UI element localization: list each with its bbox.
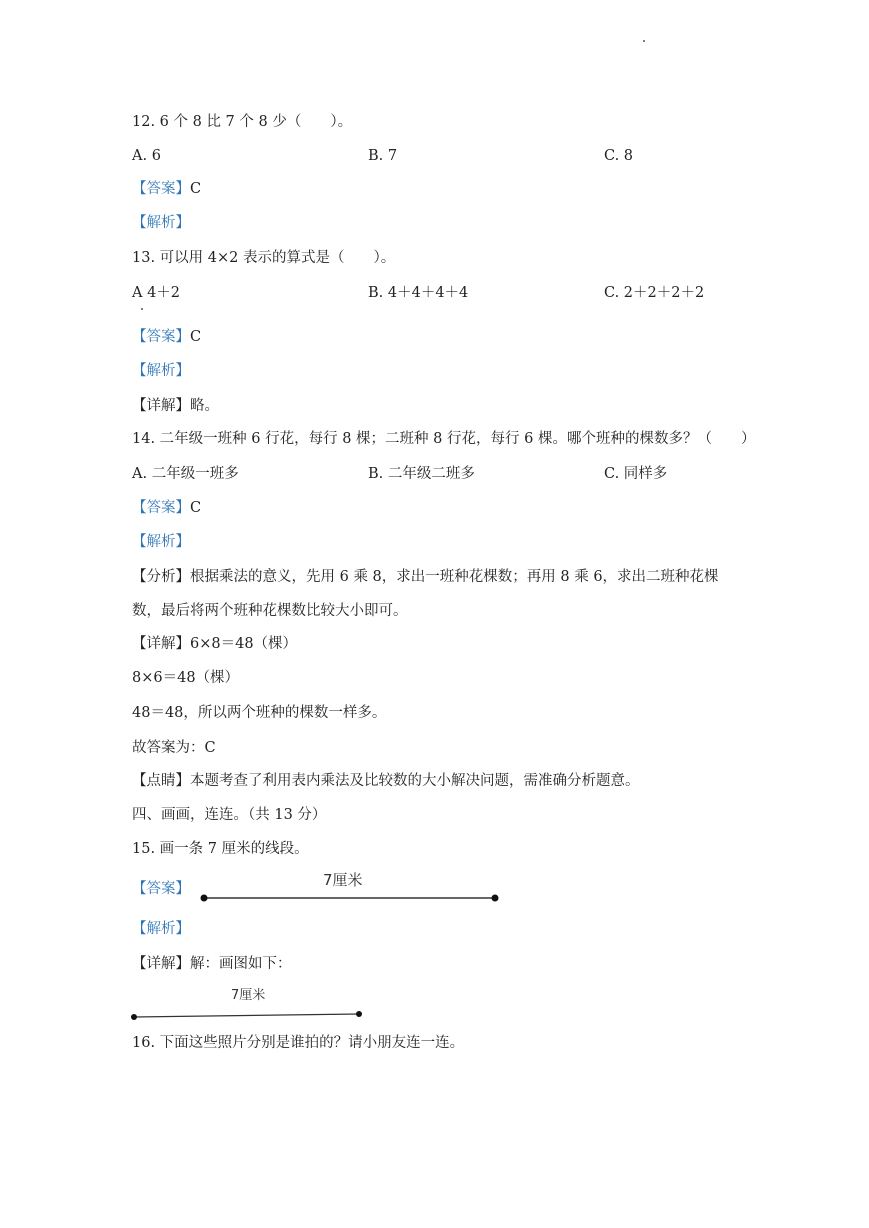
q14-fenxi-line2: 数，最后将两个班种花棵数比较大小即可。 [132,603,408,619]
answer-value: C [190,329,202,345]
fenxi-tag: 【分析】 [132,569,190,585]
q12-option-c: C. 8 [604,148,634,164]
detail-text: 6×8＝48（棵） [190,636,298,652]
q12-option-b: B. 7 [368,148,398,164]
q13-option-c: C. 2＋2＋2＋2 [604,285,705,301]
fenxi-text: 根据乘法的意义，先用 6 乘 8，求出一班种花棵数；再用 8 乘 6，求出二班种花棵 [190,569,719,585]
q15-detail [132,954,292,974]
q13-option-b: B. 4＋4＋4＋4 [368,285,469,301]
header-dot [643,40,645,42]
segment-endpoint-left [131,1014,137,1020]
q12-option-a: A. 6 [132,148,161,164]
stray-dot [141,308,143,310]
q13-detail [132,396,219,416]
q13-analysis-tag: 【解析】 [132,363,190,379]
detail-tag: 【详解】 [132,956,190,972]
q15-answer-tag: 【答案】 [132,881,190,897]
detail-tag: 【详解】 [132,636,190,652]
q14-detail-line1 [132,634,297,654]
q14-detail-line3: 48＝48，所以两个班种的棵数一样多。 [132,705,387,721]
detail-text: 略。 [190,398,219,414]
dianjing-tag: 【点睛】 [132,773,190,789]
q12-analysis-tag: 【解析】 [132,215,190,231]
detail-tag: 【详解】 [132,398,190,414]
q13-answer [132,327,201,347]
q14-option-b: B. 二年级二班多 [368,466,475,482]
q15-analysis-tag: 【解析】 [132,921,190,937]
q14-fenxi-line1 [132,567,719,587]
section-4-title: 四、画画，连连。（共 13 分） [132,807,327,823]
q14-answer [132,498,201,518]
q15-answer-segment-figure [195,865,505,910]
q15-stem: 15. 画一条 7 厘米的线段。 [132,841,309,857]
dianjing-text: 本题考查了利用表内乘法及比较数的大小解决问题，需准确分析题意。 [190,773,640,789]
q14-detail-line4: 故答案为：C [132,740,216,756]
segment-endpoint-right [356,1011,362,1017]
q13-option-a: A 4＋2 [132,285,181,301]
q14-stem: 14. 二年级一班种 6 行花，每行 8 棵；二班种 8 行花，每行 6 棵。哪个班种的棵数多？（ ） [132,431,756,447]
q14-detail-line2: 8×6＝48（棵） [132,670,240,686]
q12-stem: 12. 6 个 8 比 7 个 8 少（ ）。 [132,114,353,130]
q14-option-c: C. 同样多 [604,466,668,482]
line-segment [134,1014,359,1017]
q14-dianjing [132,771,640,791]
answer-tag: 【答案】 [132,329,190,345]
answer-value: C [190,500,202,516]
answer-tag: 【答案】 [132,181,190,197]
q14-analysis-tag: 【解析】 [132,534,190,550]
segment-endpoint-right [492,895,499,902]
segment-label: 7厘米 [231,988,266,1003]
q14-option-a: A. 二年级一班多 [132,466,239,482]
q16-stem: 16. 下面这些照片分别是谁拍的？请小朋友连一连。 [132,1035,465,1051]
answer-value: C [190,181,202,197]
answer-tag: 【答案】 [132,500,190,516]
segment-endpoint-left [201,895,208,902]
q13-stem: 13. 可以用 4×2 表示的算式是（ ）。 [132,250,396,266]
q15-detail-segment-figure [128,982,368,1024]
segment-label: 7厘米 [323,871,363,889]
detail-text: 解：画图如下： [190,956,292,972]
q12-answer [132,179,201,199]
